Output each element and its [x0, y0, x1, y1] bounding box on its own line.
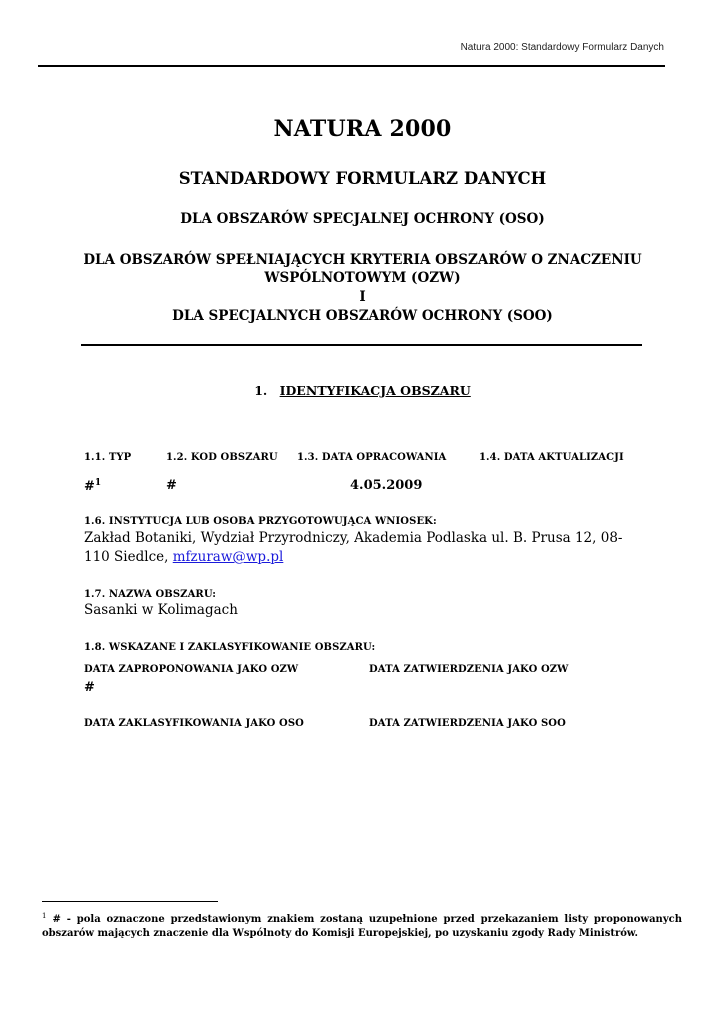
title-divider — [81, 344, 642, 346]
data-zaklasyfikowania-label: DATA ZAKLASYFIKOWANIA JAKO OSO — [84, 718, 304, 729]
running-header: Natura 2000: Standardowy Formularz Danych — [460, 42, 664, 53]
footnote-mark: 1 — [42, 912, 47, 920]
data-zaproponowania-value: # — [84, 680, 95, 695]
data-zatwierdzenia-ozw-label: DATA ZATWIERDZENIA JAKO OZW — [369, 664, 569, 675]
section-heading — [0, 383, 725, 398]
typ-label: 1.1. TYP — [84, 452, 132, 463]
instytucja-label: 1.6. INSTYTUCJA LUB OSOBA PRZYGOTOWUJĄCA WNIOSEK: — [84, 516, 437, 527]
footnote-rule — [42, 901, 218, 902]
footnote-text: # - pola oznaczone przedstawionym znakiem zostaną uzupełnione przed przekazaniem listy proponowanych obszarów mających znaczenie dla Wspólnoty do Komisji Europejskiej, po uzyskaniu zgody Rady Ministrów. — [42, 914, 682, 939]
wskazane-label: 1.8. WSKAZANE I ZAKLASYFIKOWANIE OBSZARU: — [84, 642, 376, 653]
section-title: IDENTYFIKACJA OBSZARU — [279, 383, 471, 398]
data-opracowania-value: 4.05.2009 — [350, 478, 423, 493]
nazwa-obszaru-value: Sasanki w Kolimagach — [84, 602, 238, 618]
typ-value — [84, 478, 101, 494]
data-zaproponowania-label: DATA ZAPROPONOWANIA JAKO OZW — [84, 664, 299, 675]
document-title: NATURA 2000 — [273, 116, 452, 142]
data-zatwierdzenia-soo-label: DATA ZATWIERDZENIA JAKO SOO — [369, 718, 566, 729]
typ-value-text: # — [84, 479, 95, 494]
title-line-ozw-1: DLA OBSZARÓW SPEŁNIAJĄCYCH KRYTERIA OBSZARÓW O ZNACZENIU — [83, 252, 642, 268]
header-rule — [38, 65, 665, 67]
instytucja-text: Zakład Botaniki, Wydział Przyrodniczy, Akademia Podlaska ul. B. Prusa 12, 08-110 Siedlce, — [84, 530, 623, 565]
nazwa-obszaru-label: 1.7. NAZWA OBSZARU: — [84, 589, 217, 600]
kod-obszaru-value: # — [166, 478, 177, 493]
footnote-ref[interactable]: 1 — [94, 478, 102, 488]
email-link[interactable]: mfzuraw@wp.pl — [172, 549, 284, 565]
kod-obszaru-label: 1.2. KOD OBSZARU — [166, 452, 278, 463]
footnote — [42, 909, 682, 941]
title-line-soo: DLA SPECJALNYCH OBSZARÓW OCHRONY (SOO) — [172, 308, 553, 324]
data-opracowania-label: 1.3. DATA OPRACOWANIA — [297, 452, 447, 463]
section-number: 1. — [254, 383, 268, 398]
data-aktualizacji-label: 1.4. DATA AKTUALIZACJI — [479, 452, 624, 463]
title-line-ozw-2: WSPÓLNOTOWYM (OZW) — [264, 270, 461, 286]
instytucja-value — [84, 529, 644, 567]
document-subtitle: STANDARDOWY FORMULARZ DANYCH — [178, 169, 547, 188]
title-line-oso: DLA OBSZARÓW SPECJALNEJ OCHRONY (OSO) — [180, 211, 545, 227]
title-line-conjunction: I — [359, 289, 366, 305]
